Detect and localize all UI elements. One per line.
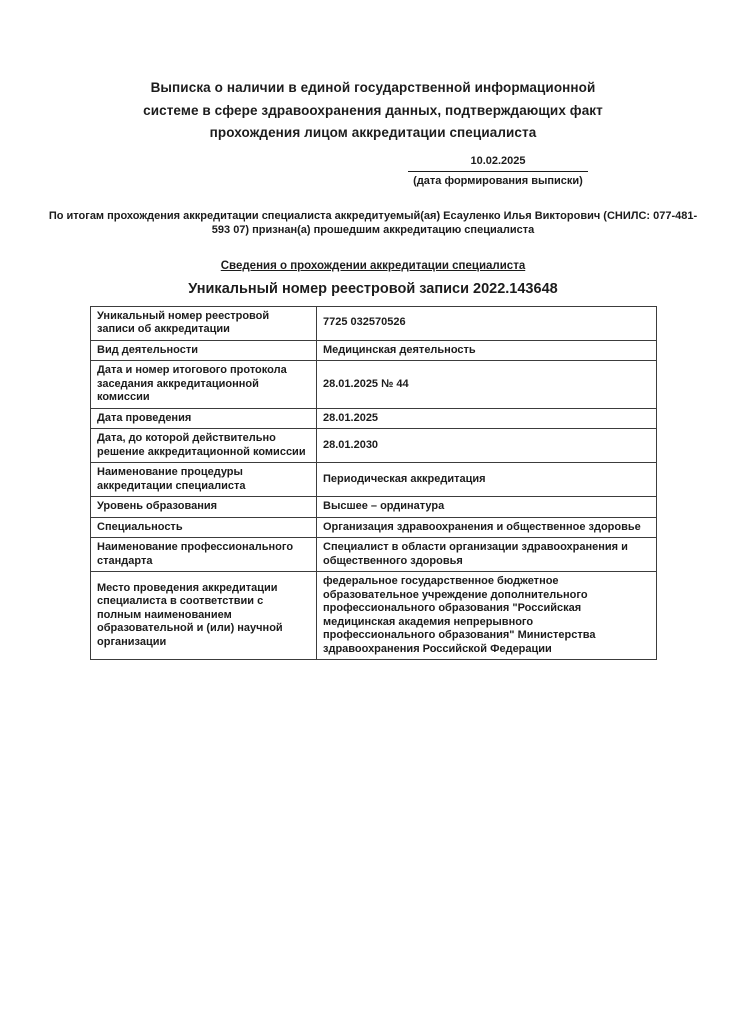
section-heading-text: Сведения о прохождении аккредитации специалиста: [220, 259, 526, 272]
record-number-heading: Уникальный номер реестровой записи 2022.143648: [188, 280, 558, 297]
table-row: [91, 361, 657, 409]
accreditation-table: [90, 306, 657, 661]
row-value-cell: 28.01.2030: [317, 429, 657, 463]
row-label-cell: Специальность: [91, 517, 317, 538]
table-row: [91, 306, 657, 340]
row-value-cell: 7725 032570526: [317, 306, 657, 340]
row-label-cell: Уникальный номер реестровой записи об аккредитации: [91, 306, 317, 340]
row-label-cell: Дата и номер итогового протокола заседания аккредитационной комиссии: [91, 361, 317, 409]
row-value-cell: Организация здравоохранения и общественное здоровье: [317, 517, 657, 538]
table-row: [91, 340, 657, 361]
section-heading: [0, 260, 746, 272]
intro-paragraph-line: По итогам прохождения аккредитации специалиста аккредитуемый(ая) Есауленко Илья Викторович (СНИЛС: 077-481-: [48, 209, 698, 222]
row-value-cell: Специалист в области организации здравоохранения и общественного здоровья: [317, 538, 657, 572]
row-value-cell: Медицинская деятельность: [317, 340, 657, 361]
row-label-cell: Наименование процедуры аккредитации специалиста: [91, 463, 317, 497]
row-value-cell: Высшее – ординатура: [317, 497, 657, 518]
row-label-cell: Место проведения аккредитации специалиста в соответствии с полным наименованием образовательной и (или) научной организации: [91, 572, 317, 660]
extract-date: 10.02.2025: [470, 154, 526, 167]
table-row: [91, 538, 657, 572]
extract-date-block: [408, 155, 588, 188]
table-row: [91, 572, 657, 660]
row-label-cell: Дата проведения: [91, 408, 317, 429]
extract-date-caption: (дата формирования выписки): [408, 171, 588, 188]
table-row: [91, 408, 657, 429]
row-value-cell: федеральное государственное бюджетное образовательное учреждение дополнительного профессионального образования "Российская медицинская академия непрерывного профессионального образования" Министерства здравоохранения Российской Федерации: [317, 572, 657, 660]
document-title-line: Выписка о наличии в единой государственной информационной: [150, 80, 596, 95]
row-value-cell: 28.01.2025: [317, 408, 657, 429]
document-title-line: прохождения лицом аккредитации специалиста: [209, 125, 537, 140]
row-value-cell: Периодическая аккредитация: [317, 463, 657, 497]
row-label-cell: Уровень образования: [91, 497, 317, 518]
intro-paragraph: [0, 209, 746, 238]
table-row: [91, 429, 657, 463]
row-value-cell: 28.01.2025 № 44: [317, 361, 657, 409]
document-title: [0, 0, 746, 145]
table-row: [91, 517, 657, 538]
intro-paragraph-line: 593 07) признан(а) прошедшим аккредитацию специалиста: [211, 224, 535, 236]
row-label-cell: Дата, до которой действительно решение аккредитационной комиссии: [91, 429, 317, 463]
row-label-cell: Вид деятельности: [91, 340, 317, 361]
table-row: [91, 497, 657, 518]
table-row: [91, 463, 657, 497]
row-label-cell: Наименование профессионального стандарта: [91, 538, 317, 572]
document-title-line: системе в сфере здравоохранения данных, подтверждающих факт: [143, 102, 603, 118]
